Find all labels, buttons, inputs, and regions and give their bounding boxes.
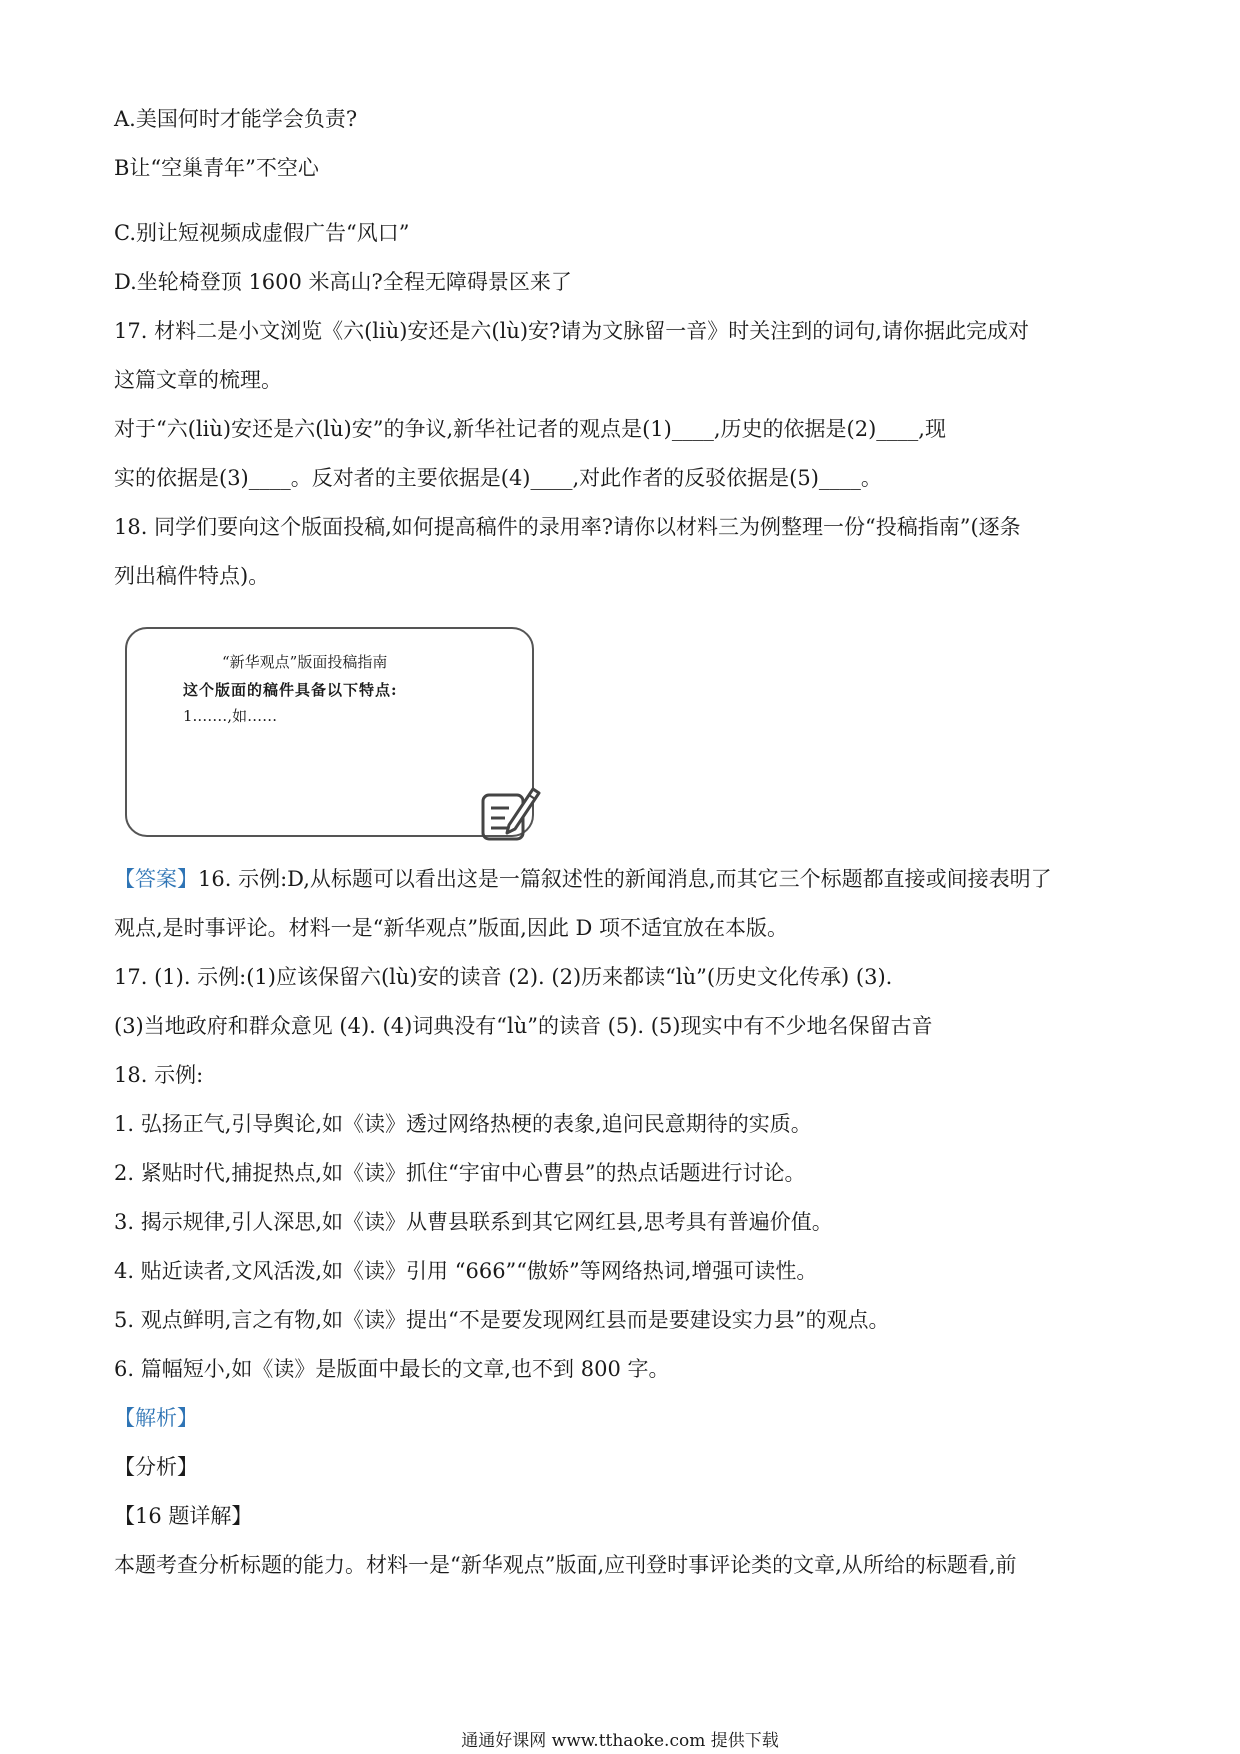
option-c: C.别让短视频成虚假广告“风口” [114, 221, 410, 245]
question-17-line-3: 对于“六(liù)安还是六(lù)安”的争议,新华社记者的观点是(1)____,历史的依据是(2)____,现 [114, 417, 946, 441]
option-d: D.坐轮椅登顶 1600 米高山?全程无障碍景区来了 [114, 270, 572, 294]
answer-18-item: 1. 弘扬正气,引导舆论,如《读》透过网络热梗的表象,追问民意期待的实质。 [114, 1112, 812, 1136]
answer-18-item: 3. 揭示规律,引人深思,如《读》从曹县联系到其它网红县,思考具有普遍价值。 [114, 1210, 833, 1234]
question-18-line-2: 列出稿件特点)。 [114, 564, 270, 588]
question-17-line-4: 实的依据是(3)____。反对者的主要依据是(4)____,对此作者的反驳依据是(5)____。 [114, 466, 882, 490]
answer-18-item: 6. 篇幅短小,如《读》是版面中最长的文章,也不到 800 字。 [114, 1357, 670, 1381]
answer-18-item: 2. 紧贴时代,捕捉热点,如《读》抓住“宇宙中心曹县”的热点话题进行讨论。 [114, 1161, 806, 1185]
answer-18-item: 4. 贴近读者,文风活泼,如《读》引用 “666”“傲娇”等网络热词,增强可读性。 [114, 1259, 818, 1283]
analysis-heading: 【分析】 [114, 1455, 198, 1479]
answer-tag: 【答案】 [114, 867, 198, 891]
option-b: B让“空巢青年”不空心 [114, 156, 319, 180]
question-16-detail-heading: 【16 题详解】 [114, 1504, 253, 1528]
option-a: A.美国何时才能学会负责? [114, 107, 358, 131]
question-18-line-1: 18. 同学们要向这个版面投稿,如何提高稿件的录用率?请你以材料三为例整理一份“投稿指南”(逐条 [114, 515, 1021, 539]
answer-16-line-2: 观点,是时事评论。材料一是“新华观点”版面,因此 D 项不适宜放在本版。 [114, 916, 789, 940]
answer-18-heading: 18. 示例: [114, 1063, 204, 1087]
answer-17-line-2: (3)当地政府和群众意见 (4). (4)词典没有“lù”的读音 (5). (5)现实中有不少地名保留古音 [114, 1014, 933, 1038]
analysis-tag: 【解析】 [114, 1406, 198, 1430]
question-16-detail-text: 本题考查分析标题的能力。材料一是“新华观点”版面,应刊登时事评论类的文章,从所给的标题看,前 [114, 1553, 1017, 1577]
answer-16-text: 16. 示例:D,从标题可以看出这是一篇叙述性的新闻消息,而其它三个标题都直接或间接表明了 [198, 867, 1052, 891]
page-footer: 通通好课网 www.tthaoke.com 提供下载 [461, 1731, 779, 1751]
answer-17-line-1: 17. (1). 示例:(1)应该保留六(lù)安的读音 (2). (2)历来都读“lù”(历史文化传承) (3). [114, 965, 893, 989]
guide-card-title: “新华观点”版面投稿指南 [222, 653, 388, 671]
guide-card-item: 1.……,如…… [183, 707, 278, 725]
question-17-line-2: 这篇文章的梳理。 [114, 368, 282, 392]
guide-card-subtitle: 这个版面的稿件具备以下特点: [183, 681, 398, 699]
question-17-line-1: 17. 材料二是小文浏览《六(liù)安还是六(lù)安?请为文脉留一音》时关注到的词句,请你据此完成对 [114, 319, 1029, 343]
answer-16-line-1 [114, 864, 1052, 894]
submission-guide-card [125, 627, 534, 837]
answer-18-item: 5. 观点鲜明,言之有物,如《读》提出“不是要发现网红县而是要建设实力县”的观点。 [114, 1308, 890, 1332]
note-pen-icon [479, 781, 543, 852]
